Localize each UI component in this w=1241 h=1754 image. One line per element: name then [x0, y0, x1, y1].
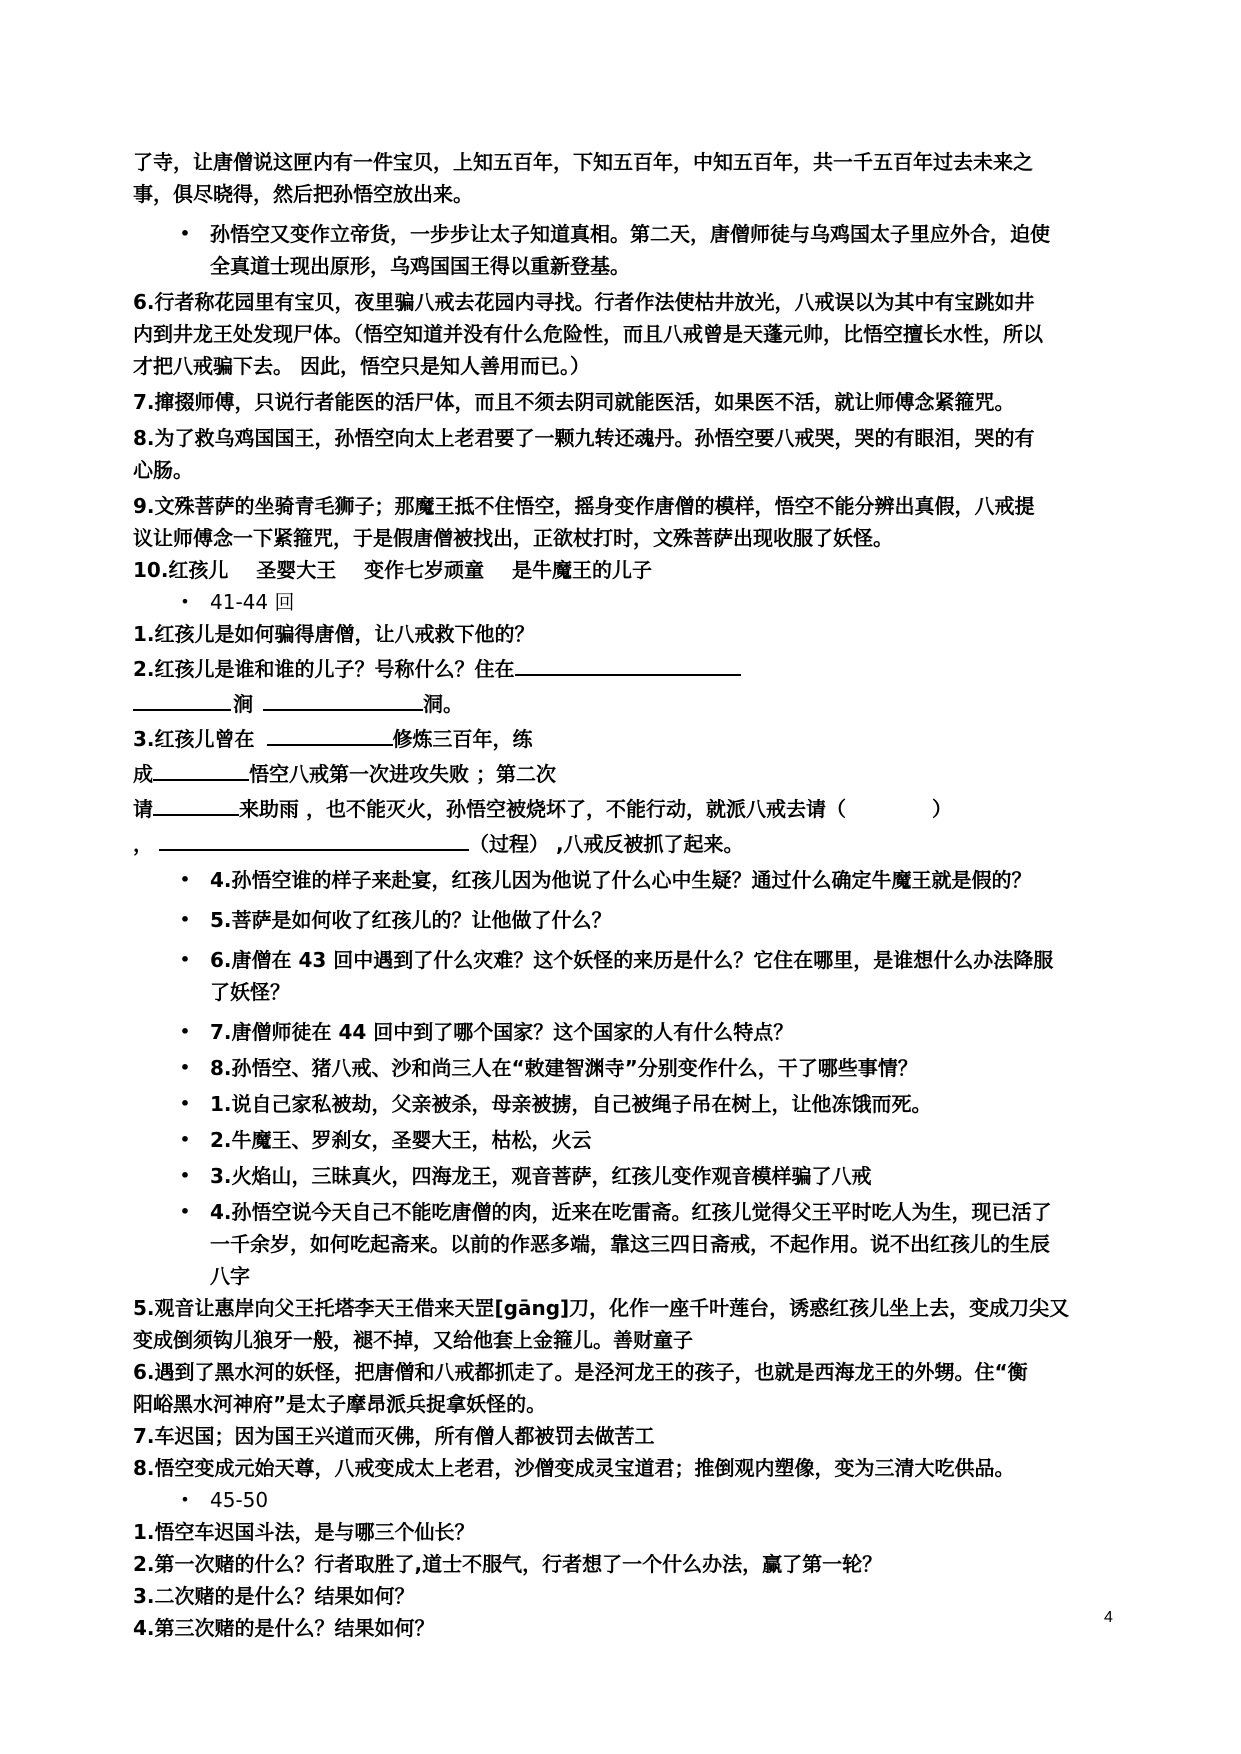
question-text: 修炼三百年，练: [392, 727, 533, 751]
text-line: 10.红孩儿 圣婴大王 变作七岁顽童 是牛魔王的儿子: [133, 558, 652, 582]
text-line: 了妖怪？: [210, 980, 290, 1004]
text-line: 6.唐僧在 43 回中遇到了什么灾难？这个妖怪的来历是什么？它住在哪里，是谁想什么办法降服: [210, 948, 1054, 972]
fill-blank: [263, 685, 423, 711]
question-text: 悟空八戒第一次进攻失败 ；第二次: [249, 762, 556, 786]
text-line: 八字: [210, 1264, 250, 1288]
bullet-item: [133, 1160, 1118, 1192]
question-line: 1.红孩儿是如何骗得唐僧，让八戒救下他的？: [133, 622, 535, 646]
bullet-item: [133, 904, 1118, 936]
text-line: 一千余岁，如何吃起斋来。以前的作恶多端，靠这三四日斋戒，不起作用。说不出红孩儿的生辰: [210, 1232, 1050, 1256]
text-line: 7.唐僧师徒在 44 回中到了哪个国家？这个国家的人有什么特点？: [210, 1020, 794, 1044]
bullet-icon: •: [179, 1202, 191, 1221]
question-line: [133, 685, 1118, 720]
bullet-item: [133, 1124, 1118, 1156]
fill-blank: [267, 720, 393, 746]
bullet-item: [133, 218, 1118, 282]
text-line: 3.火焰山，三昧真火，四海龙王，观音菩萨，红孩儿变作观音模样骗了八戒: [210, 1164, 872, 1188]
text-line: 议让师傅念一下紧箍咒，于是假唐僧被找出，正欲杖打时，文殊菩萨出现收服了妖怪。: [133, 526, 893, 550]
fill-blank: [153, 755, 249, 781]
answer-line: 8.悟空变成元始天尊，八戒变成太上老君，沙僧变成灵宝道君；推倒观内塑像，变为三清大吃供品。: [133, 1456, 1015, 1480]
text-line: 6.行者称花园里有宝贝，夜里骗八戒去花园内寻找。行者作法使枯井放光，八戒误以为其中有宝跳如井: [133, 290, 1035, 314]
question-line: [133, 755, 1118, 790]
fill-blank: [515, 650, 741, 676]
section-heading: [133, 1484, 1118, 1516]
question-text: （过程） ,八戒反被抓了起来。: [469, 832, 744, 856]
text-line: 孙悟空又变作立帝货，一步步让太子知道真相。第二天，唐僧师徒与乌鸡国太子里应外合，迫使: [210, 222, 1050, 246]
bullet-icon: •: [179, 1022, 191, 1041]
bullet-icon: •: [179, 1130, 191, 1149]
text-line: 全真道士现出原形，乌鸡国国王得以重新登基。: [210, 254, 630, 278]
text-line: 7.撺掇师傅，只说行者能医的活尸体，而且不须去阴司就能医活，如果医不活，就让师傅念紧箍咒。: [133, 390, 1015, 414]
question-line: 4.第三次赌的是什么？结果如何？: [133, 1616, 435, 1640]
answer-line: 6.遇到了黑水河的妖怪，把唐僧和八戒都抓走了。是泾河龙王的孩子，也就是西海龙王的外甥。住“衡: [133, 1360, 1028, 1384]
question-line: [133, 720, 1118, 755]
bullet-item: [133, 944, 1118, 1008]
bullet-item: [133, 1052, 1118, 1084]
question-line: 3.二次赌的是什么？结果如何？: [133, 1584, 415, 1608]
question-text: ，: [133, 832, 153, 856]
page-number: 4: [1104, 1609, 1113, 1626]
bullet-icon: •: [179, 1166, 191, 1185]
bullet-item: [133, 1016, 1118, 1048]
text-line: 了寺，让唐僧说这匣内有一件宝贝，上知五百年，下知五百年，中知五百年，共一千五百年过去未来之: [133, 150, 1033, 174]
bullet-icon: •: [179, 870, 191, 889]
answer-line: 7.车迟国；因为国王兴道而灭佛，所有僧人都被罚去做苦工: [133, 1424, 655, 1448]
text-line: 1.说自己家私被劫，父亲被杀，母亲被掳，自己被绳子吊在树上，让他冻饿而死。: [210, 1092, 932, 1116]
text-line: 5.菩萨是如何收了红孩儿的？让他做了什么？: [210, 908, 612, 932]
question-text: 请: [133, 797, 153, 821]
question-text: 2.红孩儿是谁和谁的儿子？号称什么？住在: [133, 657, 515, 681]
question-text: 涧: [233, 692, 253, 716]
section-title: 45-50: [210, 1488, 269, 1512]
text-line: 4.孙悟空谁的样子来赴宴，红孩儿因为他说了什么心中生疑？通过什么确定牛魔王就是假的？: [210, 868, 1032, 892]
text-line: 心肠。: [133, 458, 193, 482]
question-line: 1.悟空车迟国斗法，是与哪三个仙长？: [133, 1520, 475, 1544]
bullet-icon: •: [179, 950, 191, 969]
text-line: 8.孙悟空、猪八戒、沙和尚三人在“敕建智渊寺”分别变作什么，干了哪些事情？: [210, 1056, 918, 1080]
fill-blank: [153, 790, 239, 816]
section-heading: [133, 586, 1118, 618]
answer-line: 5.观音让惠岸向父王托塔李天王借来天罡[gāng]刀，化作一座千叶莲台，诱惑红孩儿坐上去，变成刀尖又: [133, 1296, 1070, 1320]
fill-blank: [159, 825, 469, 851]
answer-line: 阳峪黑水河神府”是太子摩昂派兵捉拿妖怪的。: [133, 1392, 547, 1416]
question-line: 2.第一次赌的什么？行者取胜了,道士不服气，行者想了一个什么办法，赢了第一轮？: [133, 1552, 883, 1576]
page-content: [133, 146, 1118, 1644]
bullet-item: [133, 1196, 1118, 1292]
question-line: [133, 790, 1118, 825]
question-text: 来助雨 ，也不能灭火，孙悟空被烧坏了，不能行动，就派八戒去请（: [239, 797, 846, 821]
text-line: 才把八戒骗下去。 因此，悟空只是知人善用而已。）: [133, 354, 590, 378]
question-text: 成: [133, 762, 153, 786]
bullet-icon: •: [180, 1490, 190, 1509]
question-text: 3.红孩儿曾在: [133, 727, 255, 751]
answer-line: 变成倒须钩儿狼牙一般，褪不掉，又给他套上金箍儿。善财童子: [133, 1328, 693, 1352]
fill-blank: [133, 685, 231, 711]
bullet-item: [133, 1088, 1118, 1120]
text-line: 9.文殊菩萨的坐骑青毛狮子；那魔王抵不住悟空，摇身变作唐僧的模样，悟空不能分辨出真假，八戒提: [133, 494, 1035, 518]
bullet-icon: •: [179, 1094, 191, 1113]
question-text: ）: [931, 797, 952, 821]
bullet-icon: •: [179, 910, 191, 929]
question-line: [133, 650, 1118, 685]
text-line: 事，俱尽晓得，然后把孙悟空放出来。: [133, 182, 473, 206]
text-line: 4.孙悟空说今天自己不能吃唐僧的肉，近来在吃雷斋。红孩儿觉得父王平时吃人为生，现已活了: [210, 1200, 1052, 1224]
section-title: 41-44 回: [210, 590, 295, 614]
text-line: 2.牛魔王、罗刹女，圣婴大王，枯松，火云: [210, 1128, 592, 1152]
text-line: 内到井龙王处发现尸体。（悟空知道并没有什么危险性，而且八戒曾是天蓬元帅，比悟空擅长水性，所以: [133, 322, 1043, 346]
bullet-icon: •: [180, 592, 190, 611]
question-line: [133, 825, 1118, 860]
text-line: 8.为了救乌鸡国国王，孙悟空向太上老君要了一颗九转还魂丹。孙悟空要八戒哭，哭的有眼泪，哭的有: [133, 426, 1035, 450]
bullet-item: [133, 864, 1118, 896]
bullet-icon: •: [179, 224, 191, 243]
question-text: 洞。: [423, 692, 463, 716]
bullet-icon: •: [179, 1058, 191, 1077]
